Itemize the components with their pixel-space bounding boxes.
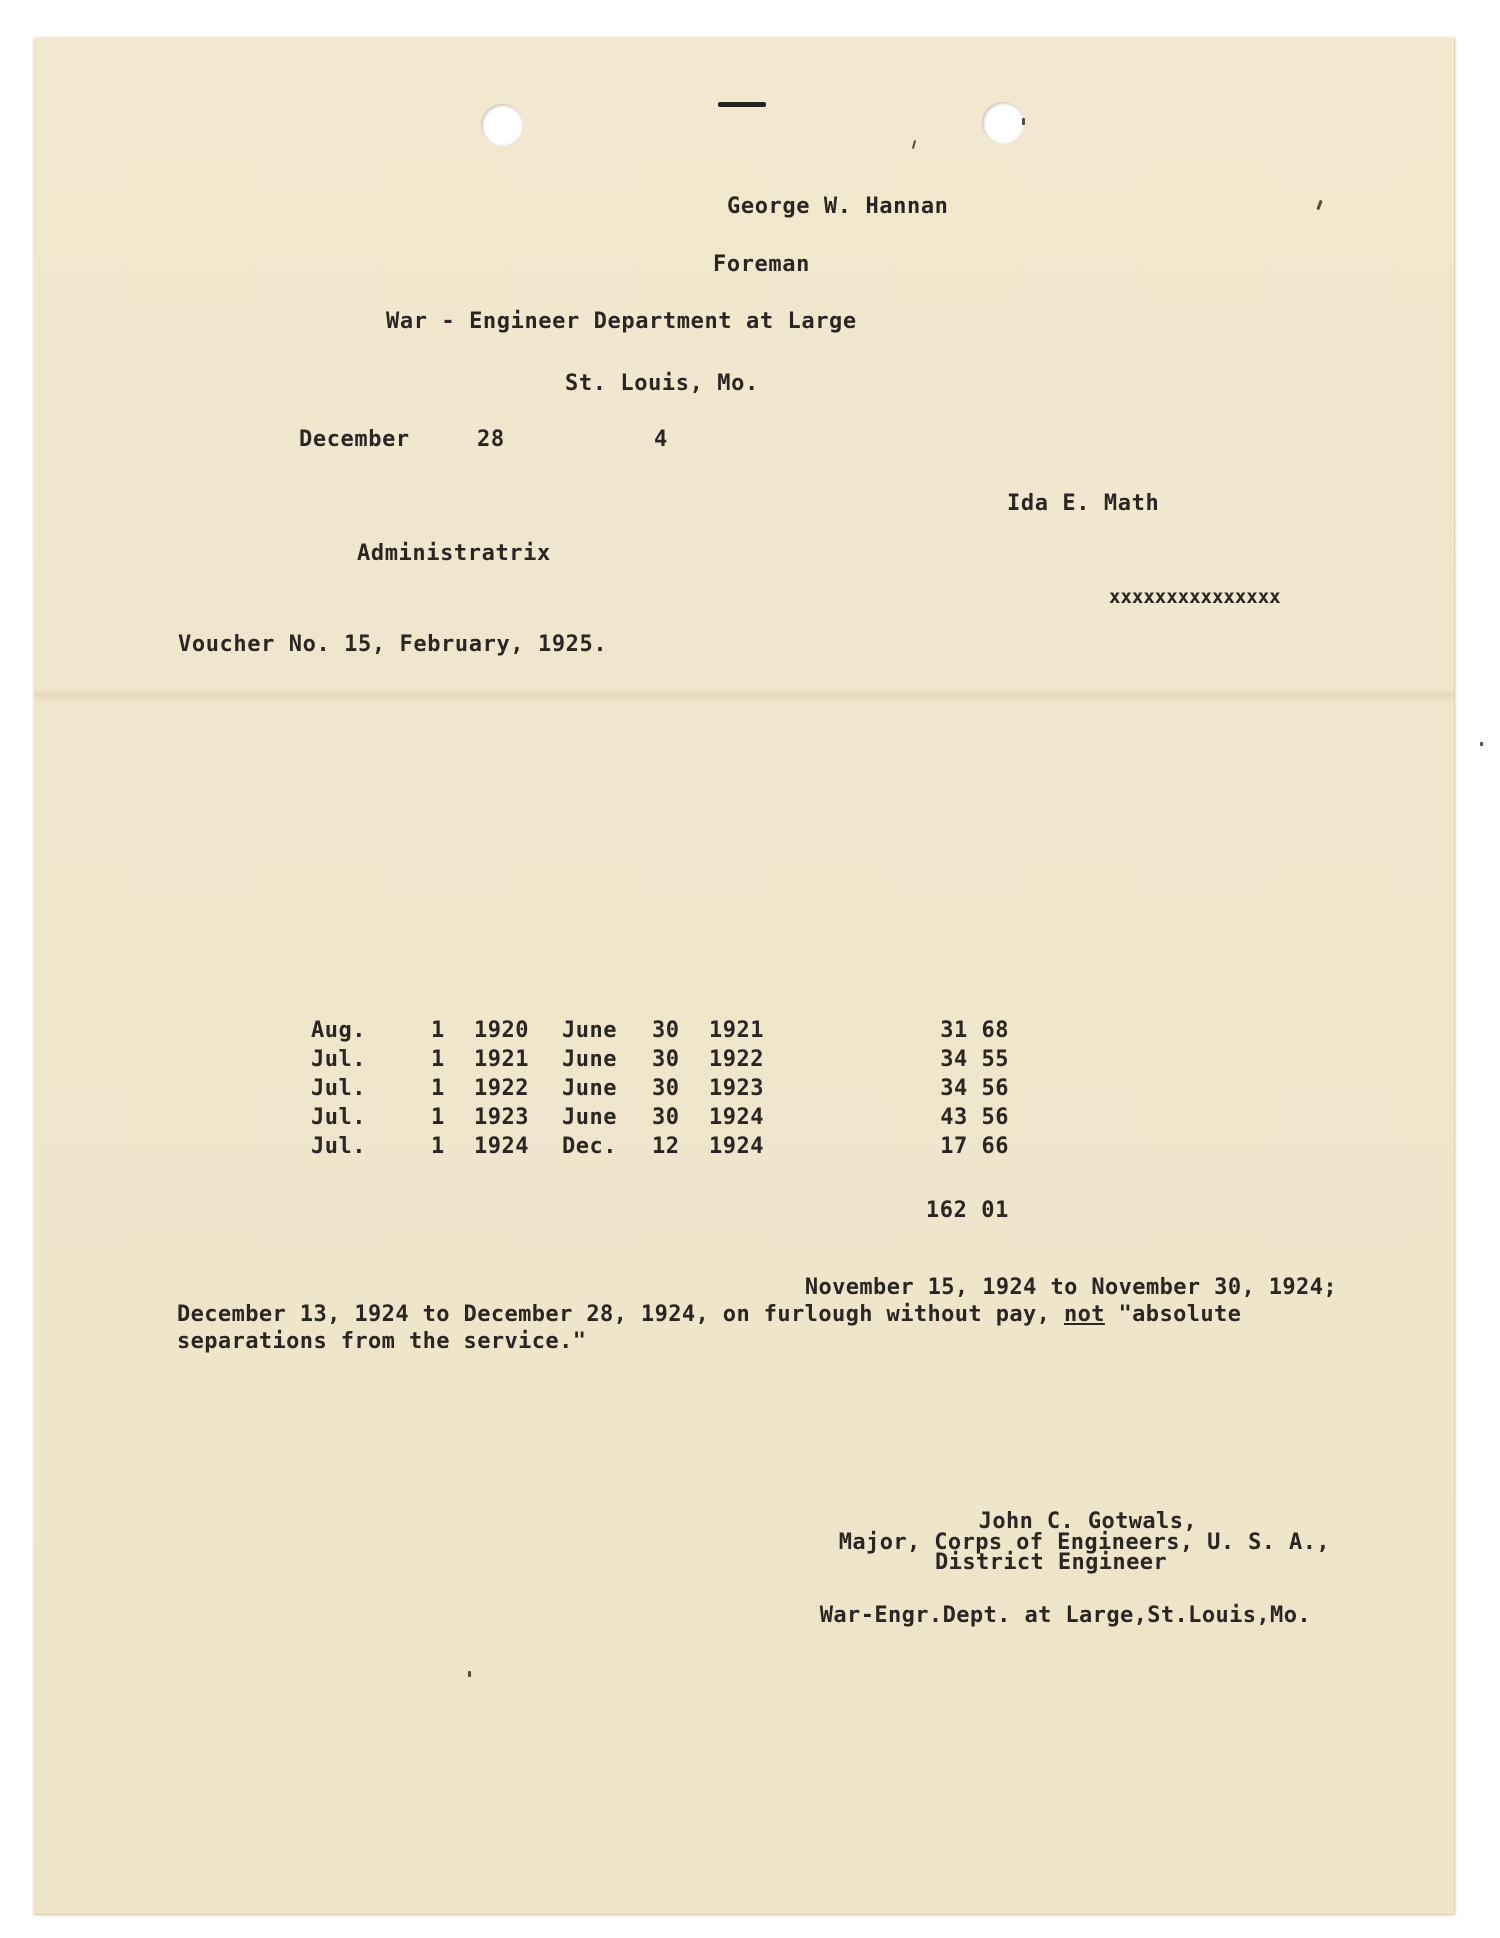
to-month: June (562, 1047, 617, 1072)
period-amount: 34 55 (940, 1047, 1009, 1072)
note-emphasis: not (1063, 1302, 1105, 1327)
location: St. Louis, Mo. (565, 371, 759, 396)
signatory-address: War-Engr.Dept. at Large,St.Louis,Mo. (819, 1603, 1311, 1628)
to-month: June (562, 1105, 617, 1130)
from-month: Jul. (311, 1076, 366, 1101)
department: War - Engineer Department at Large (386, 309, 857, 334)
date-day: 28 (477, 427, 505, 452)
dash-mark (718, 102, 766, 107)
punch-hole-right (982, 102, 1024, 144)
from-year: 1922 (474, 1076, 529, 1101)
from-year: 1920 (474, 1018, 529, 1043)
from-day: 1 (431, 1105, 445, 1130)
period-amount: 31 68 (940, 1018, 1009, 1043)
date-year-digit: 4 (654, 427, 668, 452)
signatory-name: John C. Gotwals, (978, 1509, 1197, 1534)
voucher-reference: Voucher No. 15, February, 1925. (178, 632, 608, 657)
note-line-1: November 15, 1924 to November 30, 1924; (804, 1275, 1337, 1300)
to-year: 1922 (709, 1047, 764, 1072)
to-month: Dec. (562, 1134, 617, 1159)
employee-position: Foreman (713, 252, 810, 277)
from-day: 1 (431, 1076, 445, 1101)
employee-name: George W. Hannan (727, 194, 949, 219)
to-year: 1924 (709, 1134, 764, 1159)
note-line-2-end: "absolute (1104, 1302, 1242, 1327)
signatory-office: District Engineer (935, 1550, 1167, 1575)
to-day: 30 (652, 1076, 680, 1101)
from-month: Aug. (311, 1018, 366, 1043)
struck-out-text: xxxxxxxxxxxxxxx (1109, 586, 1281, 608)
date-month: December (299, 427, 410, 452)
from-day: 1 (431, 1134, 445, 1159)
to-month: June (562, 1018, 617, 1043)
to-year: 1921 (709, 1018, 764, 1043)
from-month: Jul. (311, 1134, 366, 1159)
signatory-title: Major, Corps of Engineers, U. S. A., (838, 1530, 1330, 1555)
total-amount: 162 01 (925, 1198, 1009, 1223)
note-line-2 (177, 1301, 1337, 1328)
from-day: 1 (431, 1018, 445, 1043)
to-day: 30 (652, 1047, 680, 1072)
paper-speck (1480, 742, 1483, 746)
to-year: 1923 (709, 1076, 764, 1101)
from-month: Jul. (311, 1105, 366, 1130)
from-year: 1923 (474, 1105, 529, 1130)
from-year: 1924 (474, 1134, 529, 1159)
furlough-note (177, 1274, 1337, 1355)
payee-role: Administratrix (357, 541, 551, 566)
to-year: 1924 (709, 1105, 764, 1130)
punch-hole-left (481, 104, 523, 146)
note-line-2-start: December 13, 1924 to December 28, 1924, on furlough without pay, (177, 1302, 1064, 1327)
paper-speck (468, 1671, 471, 1677)
paper-speck (1022, 118, 1025, 125)
to-month: June (562, 1076, 617, 1101)
paper-fold (34, 688, 1454, 702)
from-year: 1921 (474, 1047, 529, 1072)
period-amount: 34 56 (940, 1076, 1009, 1101)
payee-name: Ida E. Math (1007, 491, 1160, 516)
to-day: 30 (652, 1018, 680, 1043)
period-amount: 43 56 (940, 1105, 1009, 1130)
note-line-3: separations from the service." (177, 1329, 587, 1354)
from-month: Jul. (311, 1047, 366, 1072)
period-amount: 17 66 (940, 1134, 1009, 1159)
to-day: 12 (652, 1134, 680, 1159)
from-day: 1 (431, 1047, 445, 1072)
to-day: 30 (652, 1105, 680, 1130)
